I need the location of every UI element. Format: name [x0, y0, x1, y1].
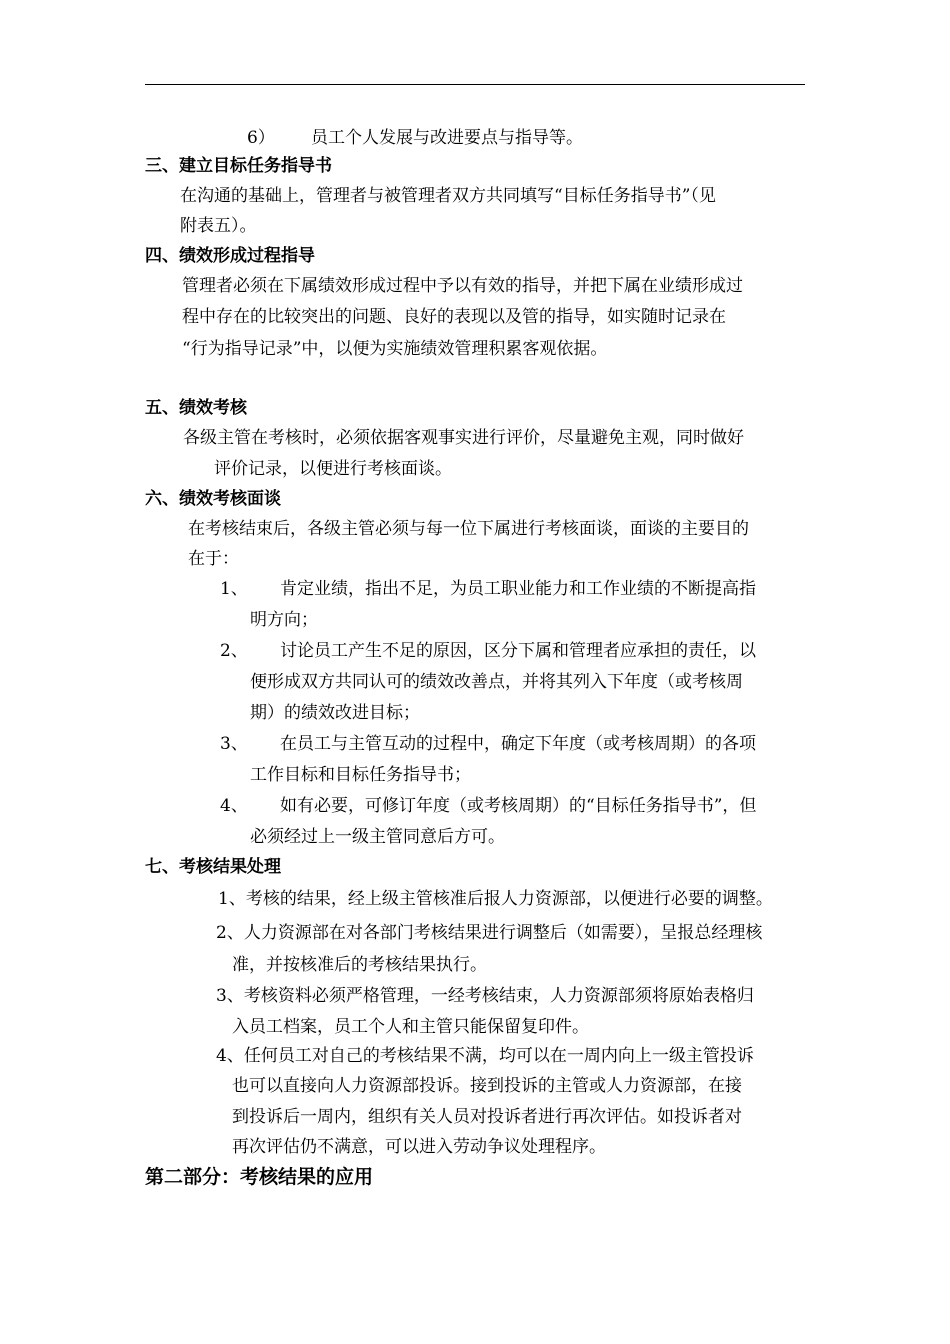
section-heading: 六、绩效考核面谈	[145, 489, 281, 509]
list-item-text: 4、任何员工对自己的考核结果不满，均可以在一周内向上一级主管投诉	[216, 1046, 754, 1066]
list-item-number: 4、	[220, 796, 248, 816]
paragraph-line: 程中存在的比较突出的问题、良好的表现以及管的指导，如实随时记录在	[182, 307, 726, 327]
header-rule	[145, 84, 805, 85]
part-heading: 第二部分：考核结果的应用	[145, 1166, 374, 1188]
list-item-text: 入员工档案，员工个人和主管只能保留复印件。	[232, 1017, 589, 1037]
paragraph-line: “行为指导记录”中，以便为实施绩效管理积累客观依据。	[182, 339, 608, 359]
list-item-text: 到投诉后一周内，组织有关人员对投诉者进行再次评估。如投诉者对	[232, 1107, 742, 1127]
list-item-text: 也可以直接向人力资源部投诉。接到投诉的主管或人力资源部，在接	[232, 1076, 742, 1096]
list-item-text: 再次评估仍不满意，可以进入劳动争议处理程序。	[232, 1137, 606, 1157]
list-item-text: 准，并按核准后的考核结果执行。	[232, 955, 487, 975]
list-item-number: 1、	[220, 579, 248, 599]
list-item-text: 3、考核资料必须严格管理，一经考核结束，人力资源部须将原始表格归	[216, 986, 754, 1006]
section-heading: 三、建立目标任务指导书	[145, 156, 332, 176]
section-heading: 四、绩效形成过程指导	[145, 246, 315, 266]
list-item-number: 6）	[247, 128, 275, 148]
paragraph-line: 各级主管在考核时，必须依据客观事实进行评价，尽量避免主观，同时做好	[183, 428, 744, 448]
paragraph-line: 管理者必须在下属绩效形成过程中予以有效的指导，并把下属在业绩形成过	[182, 276, 743, 296]
list-item-text: 员工个人发展与改进要点与指导等。	[311, 128, 583, 148]
section-heading: 五、绩效考核	[145, 398, 247, 418]
list-item-number: 2、	[220, 641, 248, 661]
list-item-text: 在员工与主管互动的过程中，确定下年度（或考核周期）的各项	[280, 734, 756, 754]
paragraph-line: 在于：	[188, 549, 239, 569]
list-item-text: 必须经过上一级主管同意后方可。	[250, 827, 505, 847]
section-heading: 七、考核结果处理	[145, 857, 281, 877]
list-item-text: 工作目标和目标任务指导书；	[250, 765, 471, 785]
list-item-text: 明方向；	[250, 610, 318, 630]
paragraph-line: 在考核结束后，各级主管必须与每一位下属进行考核面谈，面谈的主要目的	[188, 519, 749, 539]
list-item-text: 期）的绩效改进目标；	[250, 703, 420, 723]
list-item-text: 讨论员工产生不足的原因，区分下属和管理者应承担的责任，以	[280, 641, 756, 661]
list-item-text: 肯定业绩，指出不足，为员工职业能力和工作业绩的不断提高指	[280, 579, 756, 599]
list-item-number: 3、	[220, 734, 248, 754]
paragraph-line: 评价记录，以便进行考核面谈。	[214, 459, 452, 479]
paragraph-line: 附表五）。	[180, 216, 257, 236]
list-item-text: 2、人力资源部在对各部门考核结果进行调整后（如需要），呈报总经理核	[216, 923, 763, 943]
paragraph-line: 在沟通的基础上，管理者与被管理者双方共同填写“目标任务指导书”（见	[180, 186, 716, 206]
list-item-text: 1、考核的结果，经上级主管核准后报人力资源部，以便进行必要的调整。	[218, 889, 773, 909]
list-item-text: 如有必要，可修订年度（或考核周期）的“目标任务指导书”，但	[280, 796, 757, 816]
list-item-text: 便形成双方共同认可的绩效改善点，并将其列入下年度（或考核周	[250, 672, 743, 692]
